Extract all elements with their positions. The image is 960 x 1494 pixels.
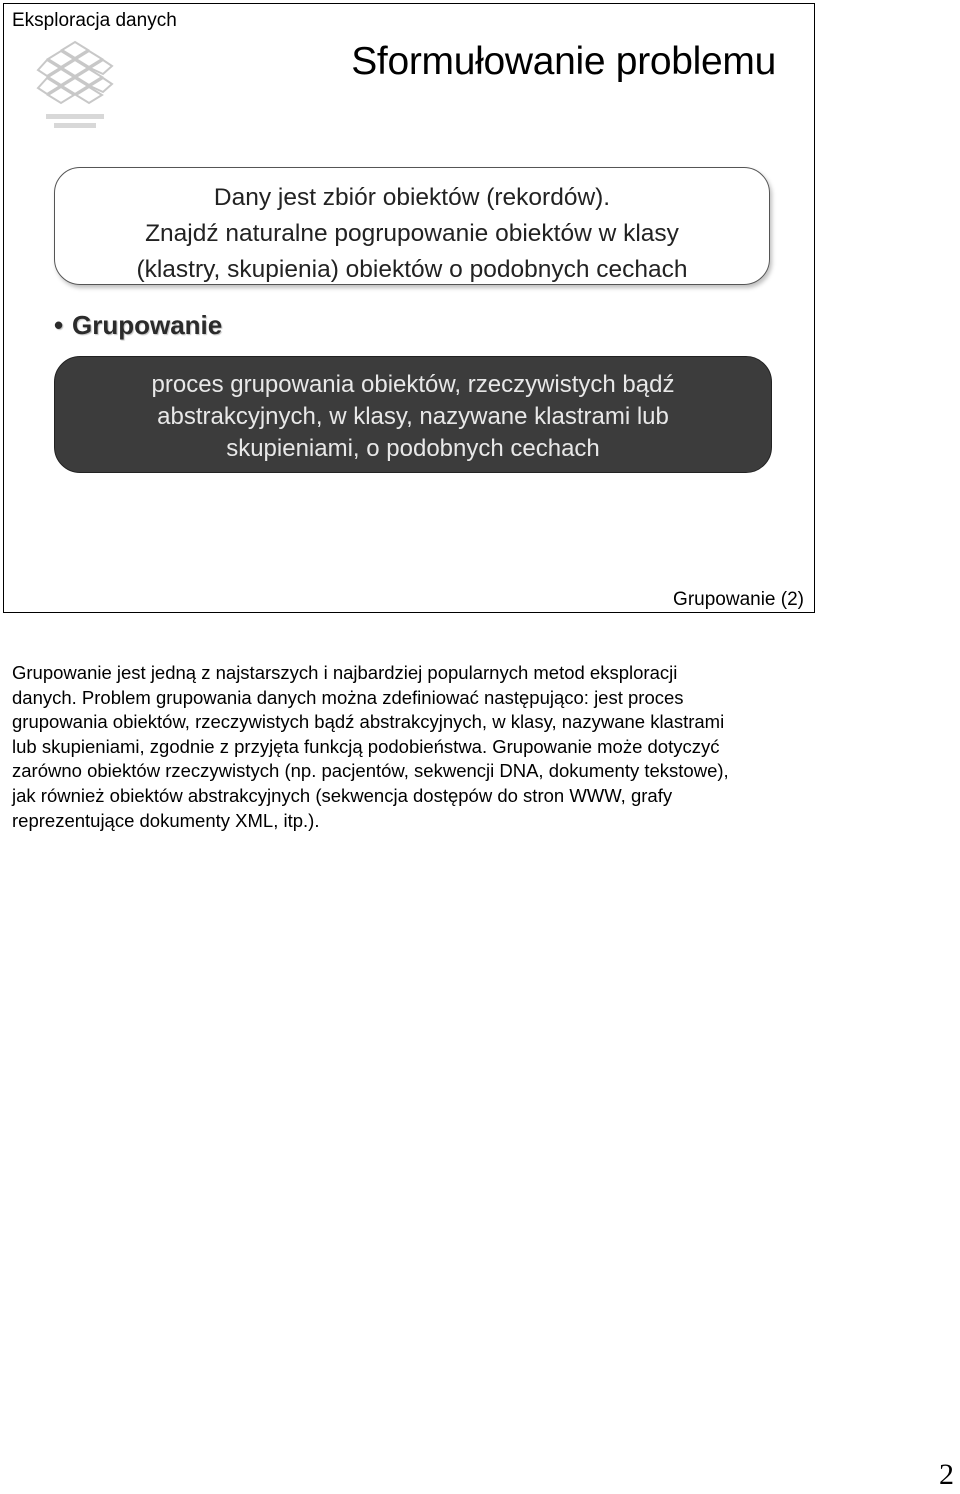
bullet-dot: • bbox=[54, 310, 64, 340]
slide-header-label: Eksploracja danych bbox=[12, 10, 177, 31]
notes-line: danych. Problem grupowania danych można zdefiniować następująco: jest proces bbox=[12, 686, 684, 708]
statement-line: Dany jest zbiór obiektów (rekordów). bbox=[213, 184, 611, 211]
problem-statement-box bbox=[54, 167, 770, 285]
bullet-grupowanie bbox=[54, 310, 222, 341]
definition-line: skupieniami, o podobnych cechach bbox=[226, 435, 600, 462]
notes-line: Grupowanie jest jedną z najstarszych i najbardziej popularnych metod eksploracji bbox=[12, 662, 678, 683]
bullet-label: Grupowanie bbox=[72, 310, 223, 340]
slide-title: Sformułowanie problemu bbox=[351, 40, 776, 83]
definition-box bbox=[54, 356, 772, 473]
notes-line: jak również obiektów abstrakcyjnych (sekwencja dostępów do stron WWW, grafy bbox=[12, 784, 673, 806]
definition-line: abstrakcyjnych, w klasy, nazywane klastrami lub bbox=[157, 403, 669, 430]
statement-line: (klastry, skupienia) obiektów o podobnych cechach bbox=[136, 256, 688, 283]
notes-line: lub skupieniami, zgodnie z przyjęta funkcją podobieństwa. Grupowanie może dotyczyć bbox=[12, 735, 720, 757]
notes-line: zarówno obiektów rzeczywistych (np. pacjentów, sekwencji DNA, dokumenty tekstowe), bbox=[12, 760, 729, 782]
slide-caption: Grupowanie (2) bbox=[673, 589, 804, 610]
notes-line: reprezentujące dokumenty XML, itp.). bbox=[12, 809, 320, 831]
notes-paragraph bbox=[12, 661, 812, 833]
page-number: 2 bbox=[939, 1458, 954, 1491]
slide bbox=[3, 3, 815, 613]
notes-line: grupowania obiektów, rzeczywistych bądź abstrakcyjnych, w klasy, nazywane klastrami bbox=[12, 711, 725, 733]
definition-line: proces grupowania obiektów, rzeczywistych bądź bbox=[151, 371, 675, 398]
statement-line: Znajdź naturalne pogrupowanie obiektów w klasy bbox=[145, 220, 679, 247]
